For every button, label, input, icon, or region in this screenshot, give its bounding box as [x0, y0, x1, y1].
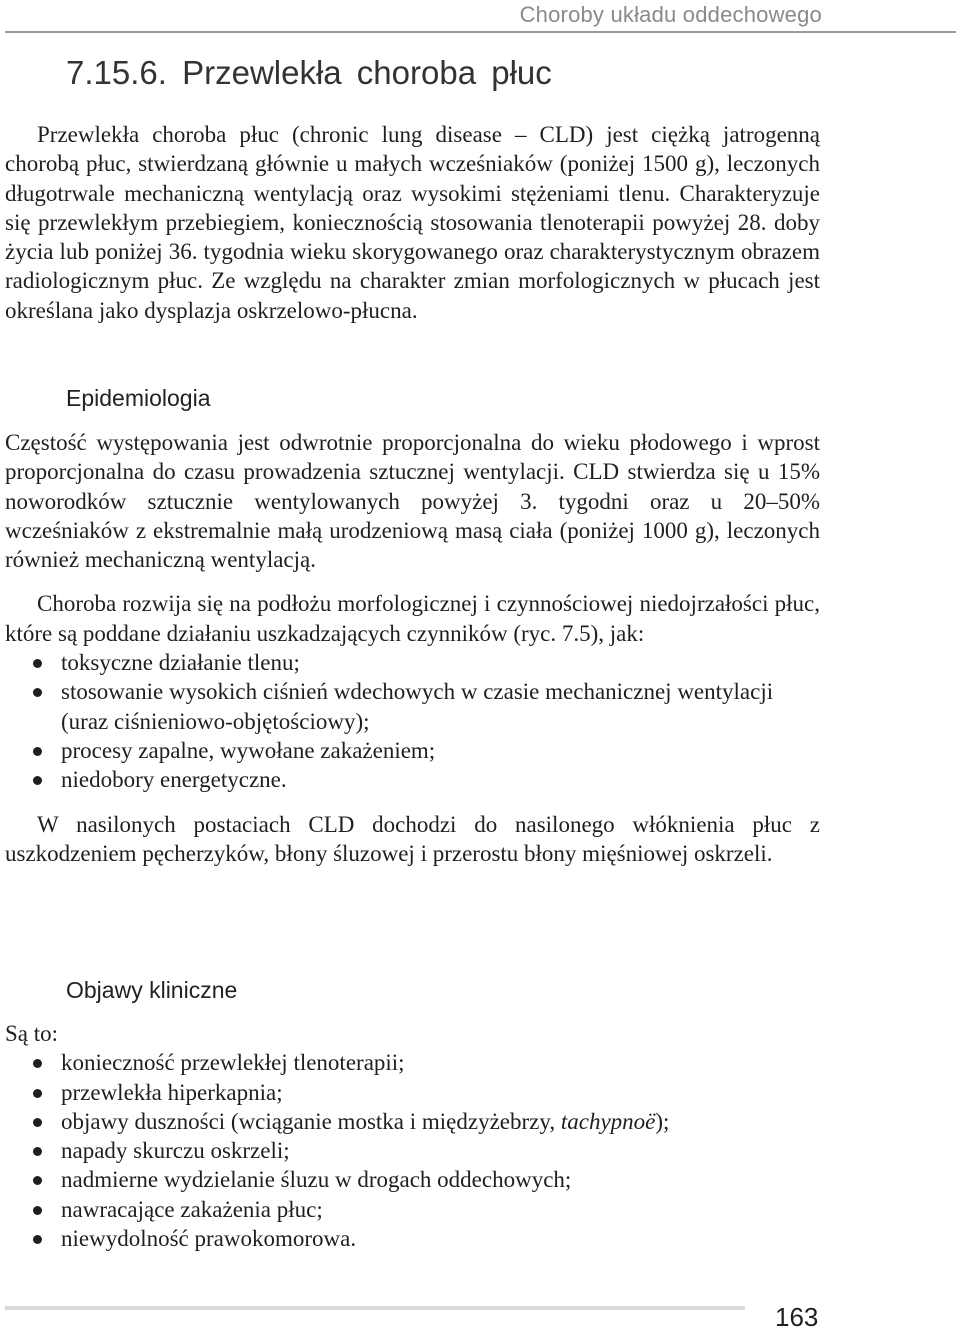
symptoms-list: [5, 1048, 820, 1253]
list-item: konieczność przewlekłej tlenoterapii;: [5, 1048, 820, 1077]
list-item: niewydolność prawokomorowa.: [5, 1224, 820, 1253]
intro-block: [5, 120, 820, 325]
header-rule: [5, 31, 956, 33]
symptoms-heading: Objawy kliniczne: [66, 977, 238, 1003]
list-item: nadmierne wydzielanie śluzu w drogach oddechowych;: [5, 1165, 820, 1194]
epidemiology-block: [5, 428, 820, 868]
list-item: procesy zapalne, wywołane zakażeniem;: [5, 736, 820, 765]
risk-factors-list: [5, 648, 820, 794]
bullet-icon: [33, 1206, 42, 1215]
list-item: przewlekła hiperkapnia;: [5, 1078, 820, 1107]
section-title: 7.15.6. Przewlekła choroba płuc: [66, 54, 552, 91]
bullet-icon: [33, 1059, 42, 1068]
epidemiology-paragraph-3: W nasilonych postaciach CLD dochodzi do nasilonego włóknienia płuc z uszkodzeniem pęcherzyków, błony śluzowej i przerostu błony mięśniowej oskrzeli.: [5, 811, 820, 866]
bullet-icon: [33, 1176, 42, 1185]
list-item: stosowanie wysokich ciśnień wdechowych w czasie mechanicznej wentylacji (uraz ciśnieniowo-objętościowy);: [5, 677, 820, 736]
symptoms-block: [5, 1019, 820, 1253]
symptoms-intro: Są to:: [5, 1021, 59, 1046]
list-item: objawy duszności (wciąganie mostka i międzyżebrzy, tachypnoë);: [5, 1107, 820, 1136]
list-item: niedobory energetyczne.: [5, 765, 820, 794]
bullet-icon: [33, 776, 42, 785]
page-number: 163: [775, 1302, 819, 1332]
italic-term: tachypnoë: [560, 1108, 656, 1134]
list-item: toksyczne działanie tlenu;: [5, 648, 820, 677]
bullet-icon: [33, 1089, 42, 1098]
list-item: nawracające zakażenia płuc;: [5, 1195, 820, 1224]
epidemiology-paragraph-1: Częstość występowania jest odwrotnie proporcjonalna do wieku płodowego i wprost proporcjonalna do czasu prowadzenia sztucznej wentylacji. CLD stwierdza się u 15% noworodków sztucznie wentylowanych powyżej 3. tygodni oraz u 20–50% wcześniaków z ekstremalnie małą urodzeniową masą ciała (poniżej 1000 g), leczonych również mechaniczną wentylacją.: [5, 430, 820, 573]
running-header: Choroby układu oddechowego: [519, 2, 822, 27]
bullet-icon: [33, 747, 42, 756]
bullet-icon: [33, 659, 42, 668]
bullet-icon: [33, 688, 42, 697]
list-item: napady skurczu oskrzeli;: [5, 1136, 820, 1165]
intro-paragraph: Przewlekła choroba płuc (chronic lung disease – CLD) jest ciężką jatrogenną chorobą płuc, stwierdzaną głównie u małych wcześniaków (poniżej 1500 g), leczonych długotrwale mechaniczną wentylacją oraz wysokimi stężeniami tlenu. Charakteryzuje się przewlekłym przebiegiem, koniecznością stosowania tlenoterapii powyżej 28. doby życia lub poniżej 36. tygodnia wieku skorygowanego oraz charakterystycznym obrazem radiologicznym płuc. Ze względu na charakter zmian morfologicznych w płucach jest określana jako dysplazja oskrzelowo-płucna.: [5, 122, 820, 323]
epidemiology-heading: Epidemiologia: [66, 385, 211, 411]
footer-rule: [5, 1306, 745, 1310]
bullet-icon: [33, 1118, 42, 1127]
bullet-icon: [33, 1235, 42, 1244]
bullet-icon: [33, 1147, 42, 1156]
epidemiology-paragraph-2: Choroba rozwija się na podłożu morfologicznej i czynnościowej niedojrzałości płuc, które są poddane działaniu uszkadzających czynników (ryc. 7.5), jak:: [5, 591, 820, 646]
